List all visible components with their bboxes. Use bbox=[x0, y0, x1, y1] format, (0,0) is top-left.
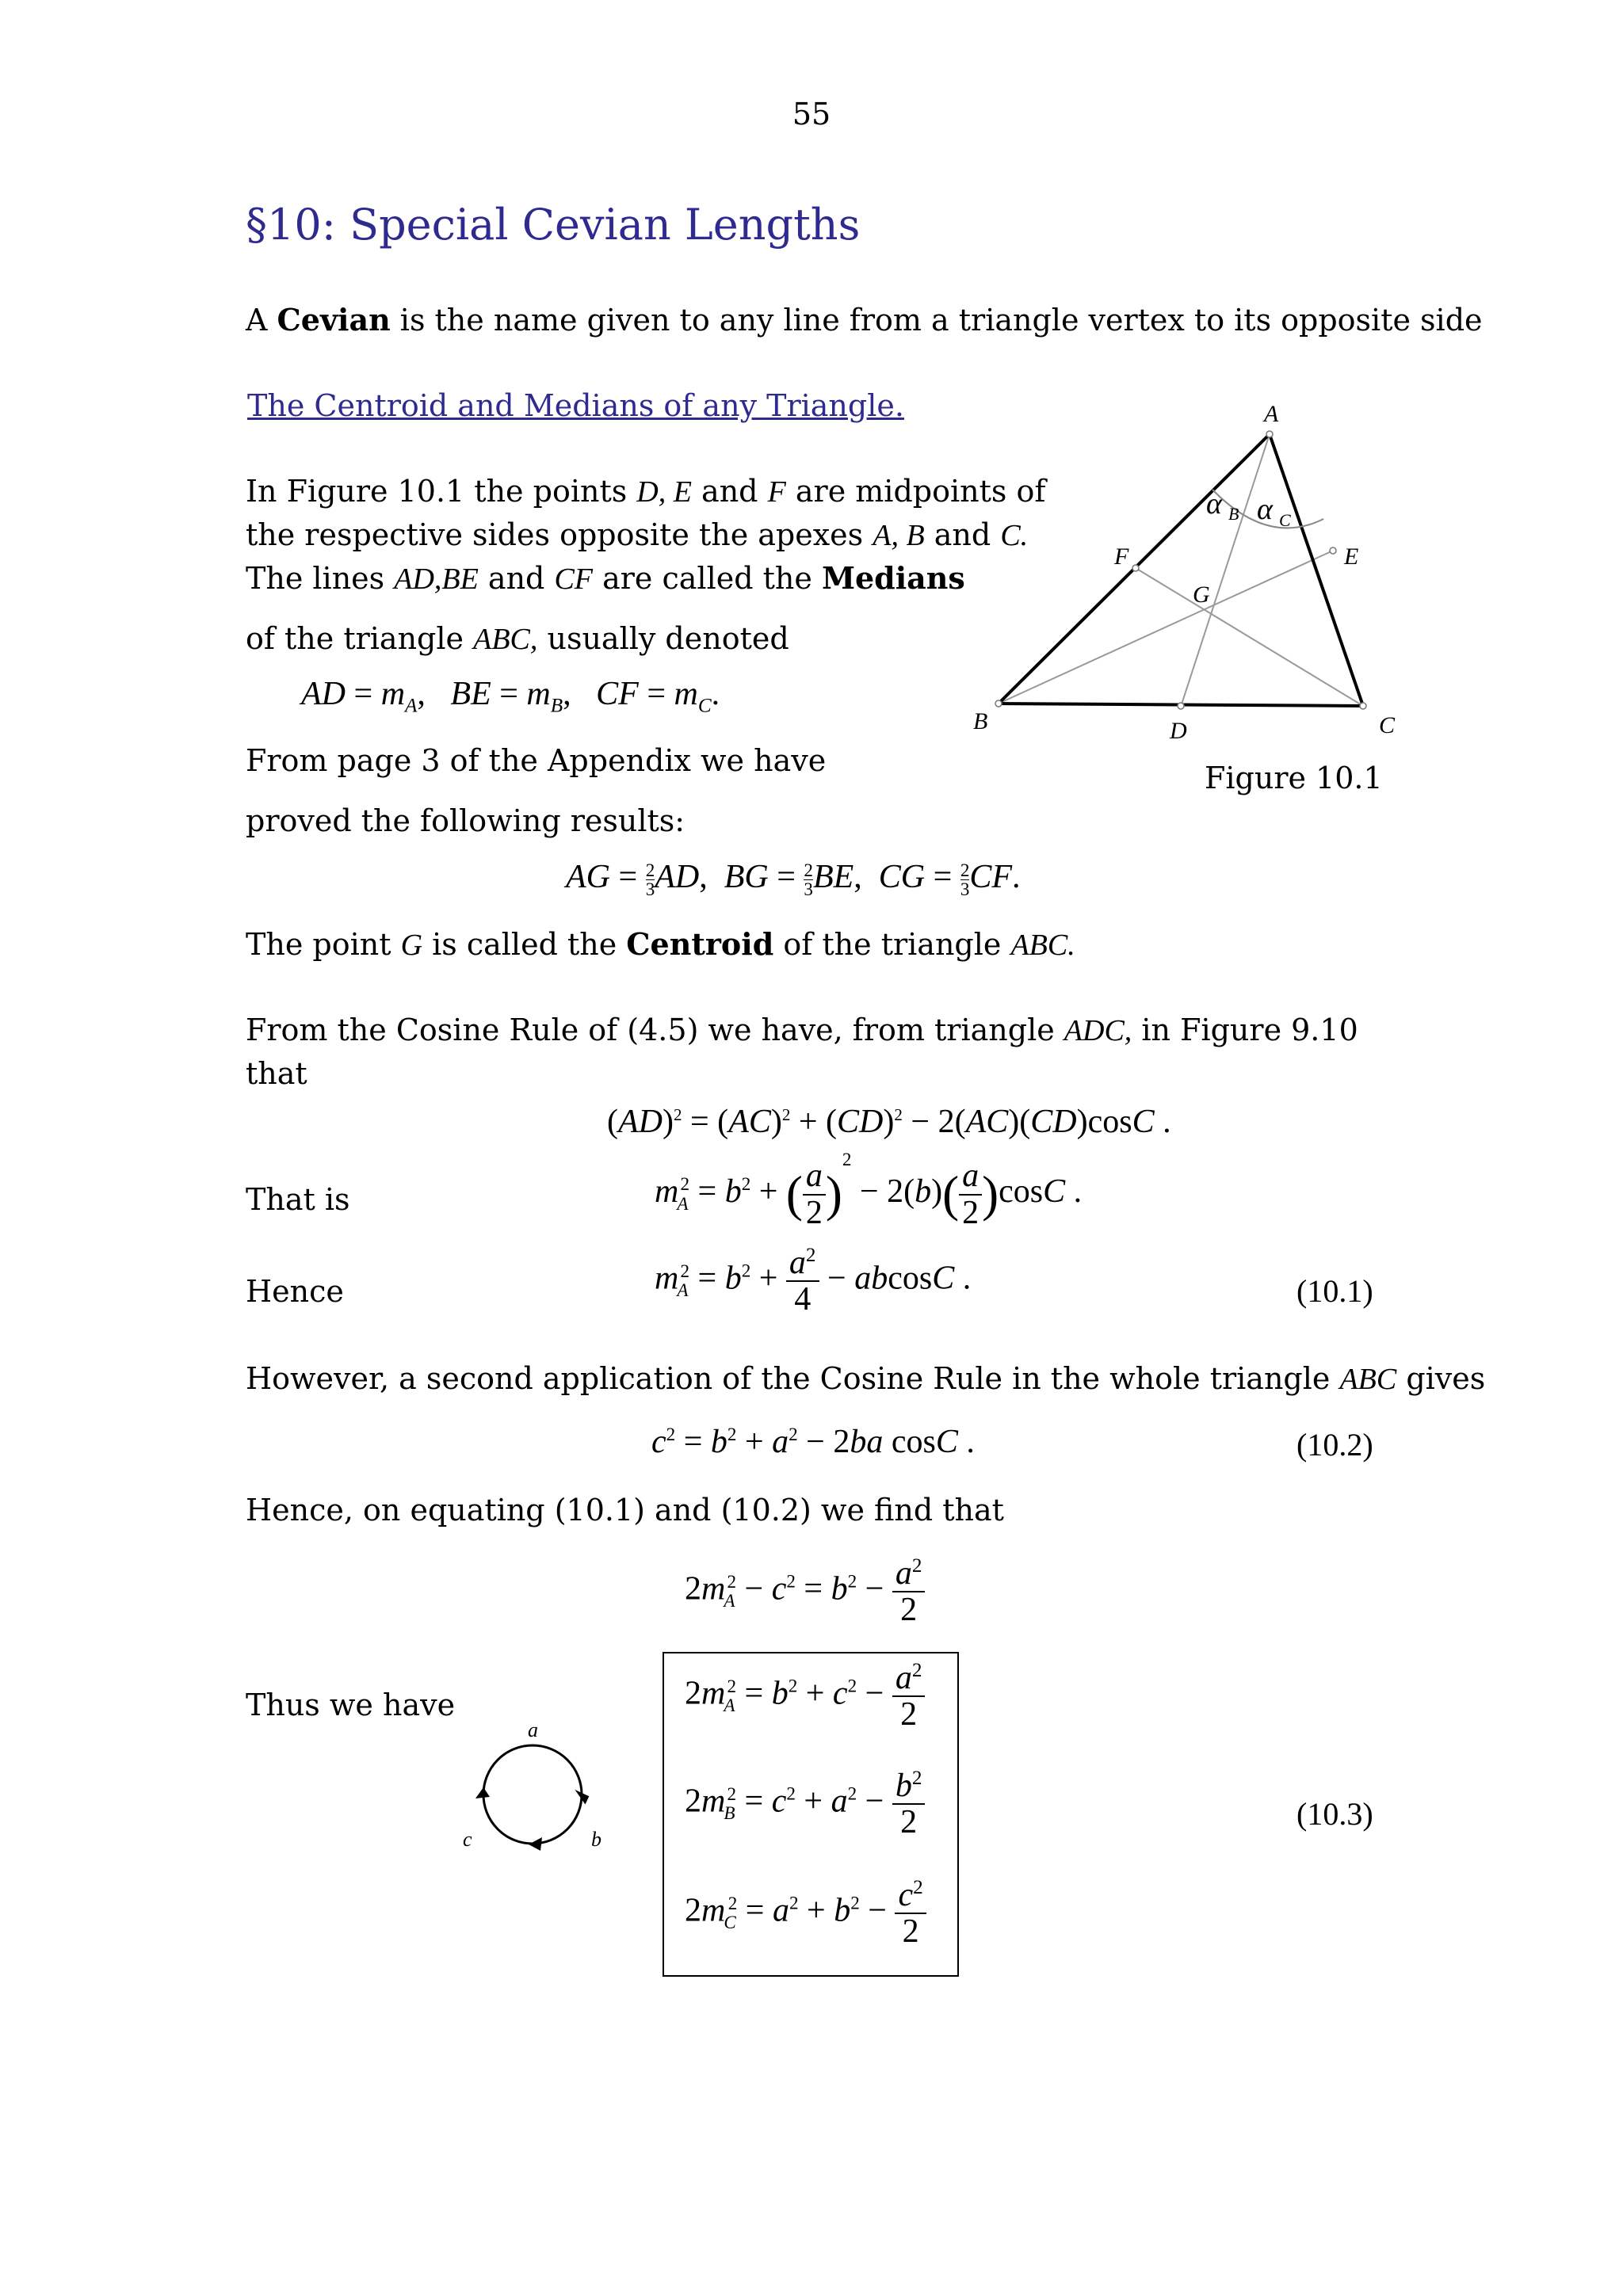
cycle-label-b: b bbox=[591, 1828, 601, 1851]
label-d: D bbox=[1170, 718, 1187, 744]
bg: BG bbox=[724, 859, 769, 895]
triangle-abc-sides bbox=[999, 434, 1363, 706]
centroid-equation: AG = $\frac{2}{3}$ AD, BG = $\frac{2}{3}$ BE, CG = $\frac{2}{3}$ CF. bbox=[566, 859, 1021, 899]
equation-number-10-2: (10.2) bbox=[1296, 1427, 1373, 1463]
points-de: D, E bbox=[636, 475, 692, 509]
point-f: F bbox=[767, 475, 786, 509]
cycle-label-a: a bbox=[528, 1719, 538, 1741]
cycle-label-c: c bbox=[463, 1828, 472, 1851]
equation-number-10-1: (10.1) bbox=[1296, 1273, 1373, 1309]
triangle-abc: ABC. bbox=[1010, 929, 1075, 962]
cycle-arrow bbox=[575, 1786, 591, 1806]
lines-ad-be: AD,BE bbox=[394, 563, 479, 596]
thus-label: Thus we have bbox=[246, 1688, 456, 1722]
page-number: 55 bbox=[792, 97, 831, 132]
midpoint-dot-e bbox=[1330, 547, 1336, 554]
cf: CF bbox=[596, 676, 639, 712]
median-equation-expanded: $m_A^2 = b^2$ + ( $\frac{a}{2}$ )$^2$ − 2(b)( $\frac{a}{2}$ )cosC . bbox=[655, 1149, 1083, 1231]
cycle-arrow bbox=[475, 1787, 490, 1798]
centroid-term: Centroid bbox=[626, 926, 774, 962]
label-c: C bbox=[1379, 712, 1396, 738]
text: and bbox=[478, 561, 555, 596]
be: BE bbox=[812, 859, 854, 895]
text: of the triangle bbox=[246, 621, 474, 656]
intro-pre: A bbox=[246, 303, 277, 338]
label-alpha-c: α bbox=[1257, 493, 1273, 526]
label-e: E bbox=[1344, 543, 1359, 570]
apex-c: C. bbox=[1000, 519, 1029, 552]
den: 3 bbox=[804, 878, 813, 899]
sub-a: A bbox=[405, 695, 418, 717]
vertex-dot-a bbox=[1266, 431, 1273, 437]
cg: CG bbox=[878, 859, 926, 895]
ad: AD bbox=[301, 676, 346, 712]
figure-10-1-triangle bbox=[951, 396, 1426, 776]
label-alpha-b: α bbox=[1206, 487, 1222, 521]
cosine-para-line1 bbox=[246, 1011, 1358, 1050]
text: in Figure 9.10 bbox=[1132, 1013, 1358, 1047]
m: m bbox=[526, 676, 551, 712]
label-a: A bbox=[1264, 401, 1279, 427]
fraction bbox=[960, 861, 970, 898]
triangle-abc: ABC, bbox=[473, 623, 538, 656]
text: and bbox=[924, 517, 1001, 552]
however-paragraph bbox=[246, 1360, 1485, 1398]
text: is called the bbox=[422, 927, 627, 962]
text: The lines bbox=[246, 561, 395, 596]
text: gives bbox=[1396, 1361, 1486, 1396]
den: 3 bbox=[960, 878, 970, 899]
median-definitions: AD = $m_A$, BE = $m_B$, CF = $m_C$. bbox=[301, 676, 720, 717]
text: of the triangle bbox=[773, 927, 1011, 962]
median-ad bbox=[1181, 434, 1270, 707]
num: 2 bbox=[804, 859, 813, 880]
vertex-dot-b bbox=[995, 700, 1002, 707]
cycle-arrow bbox=[529, 1837, 542, 1851]
fraction bbox=[804, 861, 813, 898]
triangle-adc: ADC, bbox=[1064, 1014, 1132, 1047]
sub-b: B bbox=[550, 695, 563, 717]
triangle-abc: ABC bbox=[1339, 1363, 1397, 1396]
text: From the Cosine Rule of (4.5) we have, from triangle bbox=[246, 1013, 1064, 1047]
median-formula-c: $2m_C^2 = a^2 + b^2$ − $\frac{c^2}{2}$ bbox=[685, 1878, 926, 1949]
centroid-medians-link[interactable]: The Centroid and Medians of any Triangle. bbox=[247, 388, 904, 423]
median-be bbox=[999, 551, 1333, 704]
ad: AD bbox=[655, 859, 700, 895]
m: m bbox=[674, 676, 698, 712]
medians-term: Medians bbox=[821, 560, 965, 596]
para1-line1 bbox=[246, 472, 1045, 511]
para1-line3 bbox=[246, 559, 965, 598]
section-heading: §10: Special Cevian Lengths bbox=[246, 200, 861, 250]
label-alpha-b-sub: B bbox=[1228, 504, 1239, 524]
line-cf: CF bbox=[554, 563, 594, 596]
be: BE bbox=[450, 676, 491, 712]
label-g: G bbox=[1193, 582, 1210, 608]
m: m bbox=[380, 676, 406, 712]
sub-c: C bbox=[697, 695, 712, 717]
equation-number-10-3: (10.3) bbox=[1296, 1796, 1373, 1832]
para2-line2: proved the following results: bbox=[246, 803, 685, 838]
text: are midpoints of bbox=[785, 474, 1046, 509]
cevian-term: Cevian bbox=[277, 302, 391, 338]
text: are called the bbox=[593, 561, 822, 596]
hence-label: Hence bbox=[246, 1274, 344, 1309]
text: In Figure 10.1 the points bbox=[246, 474, 637, 509]
median-formula-b: $2m_B^2 = c^2 + a^2$ − $\frac{b^2}{2}$ bbox=[685, 1768, 925, 1840]
intro-post: is the name given to any line from a triangle vertex to its opposite side bbox=[390, 303, 1483, 338]
apexes-ab: A, B bbox=[873, 519, 925, 552]
fraction bbox=[646, 861, 655, 898]
label-alpha-c-sub: C bbox=[1279, 510, 1291, 530]
text: However, a second application of the Cosine Rule in the whole triangle bbox=[246, 1361, 1340, 1396]
cf: CF bbox=[969, 859, 1013, 895]
den: 3 bbox=[645, 878, 655, 899]
median-formula-a: $2m_A^2 = b^2 + c^2$ − $\frac{a^2}{2}$ bbox=[685, 1661, 925, 1732]
median-equation-simplified: $m_A^2 = b^2$ + $\frac{a^2}{4}$ − abcosC . bbox=[655, 1245, 972, 1318]
ag: AG bbox=[566, 859, 610, 895]
label-f: F bbox=[1114, 543, 1129, 570]
text: the respective sides opposite the apexes bbox=[246, 517, 873, 552]
centroid-sentence bbox=[246, 925, 1075, 964]
figure-caption: Figure 10.1 bbox=[1205, 761, 1383, 795]
cycle-circle bbox=[483, 1745, 582, 1844]
intro-paragraph bbox=[246, 301, 1483, 339]
cosine-rule-equation: (AD)$^2$ = (AC)$^2$ + (CD)$^2$ − 2(AC)(CD)cosC . bbox=[607, 1104, 1171, 1140]
para1-line4 bbox=[246, 620, 789, 658]
text: and bbox=[691, 474, 768, 509]
midpoint-dot-f bbox=[1132, 565, 1139, 571]
vertex-dot-c bbox=[1360, 703, 1366, 709]
that-is-label: That is bbox=[246, 1182, 350, 1217]
hence-equating-sentence: Hence, on equating (10.1) and (10.2) we find that bbox=[246, 1493, 1004, 1527]
para2-line1: From page 3 of the Appendix we have bbox=[246, 743, 827, 778]
cyclic-permutation-diagram bbox=[452, 1719, 610, 1870]
num: 2 bbox=[960, 859, 970, 880]
para1-line2 bbox=[246, 516, 1028, 555]
cosine-para-line2: that bbox=[246, 1056, 307, 1091]
label-b: B bbox=[973, 708, 988, 734]
combined-equation: $2m_A^2 - c^2 = b^2$ − $\frac{a^2}{2}$ bbox=[685, 1556, 925, 1627]
point-g: G bbox=[400, 929, 423, 962]
text: The point bbox=[246, 927, 401, 962]
text: usually denoted bbox=[537, 621, 789, 656]
num: 2 bbox=[645, 859, 655, 880]
cosine-rule-c-equation: $c^2 = b^2 + a^2 - 2ba$ cosC . bbox=[651, 1424, 975, 1460]
midpoint-dot-d bbox=[1178, 703, 1184, 709]
